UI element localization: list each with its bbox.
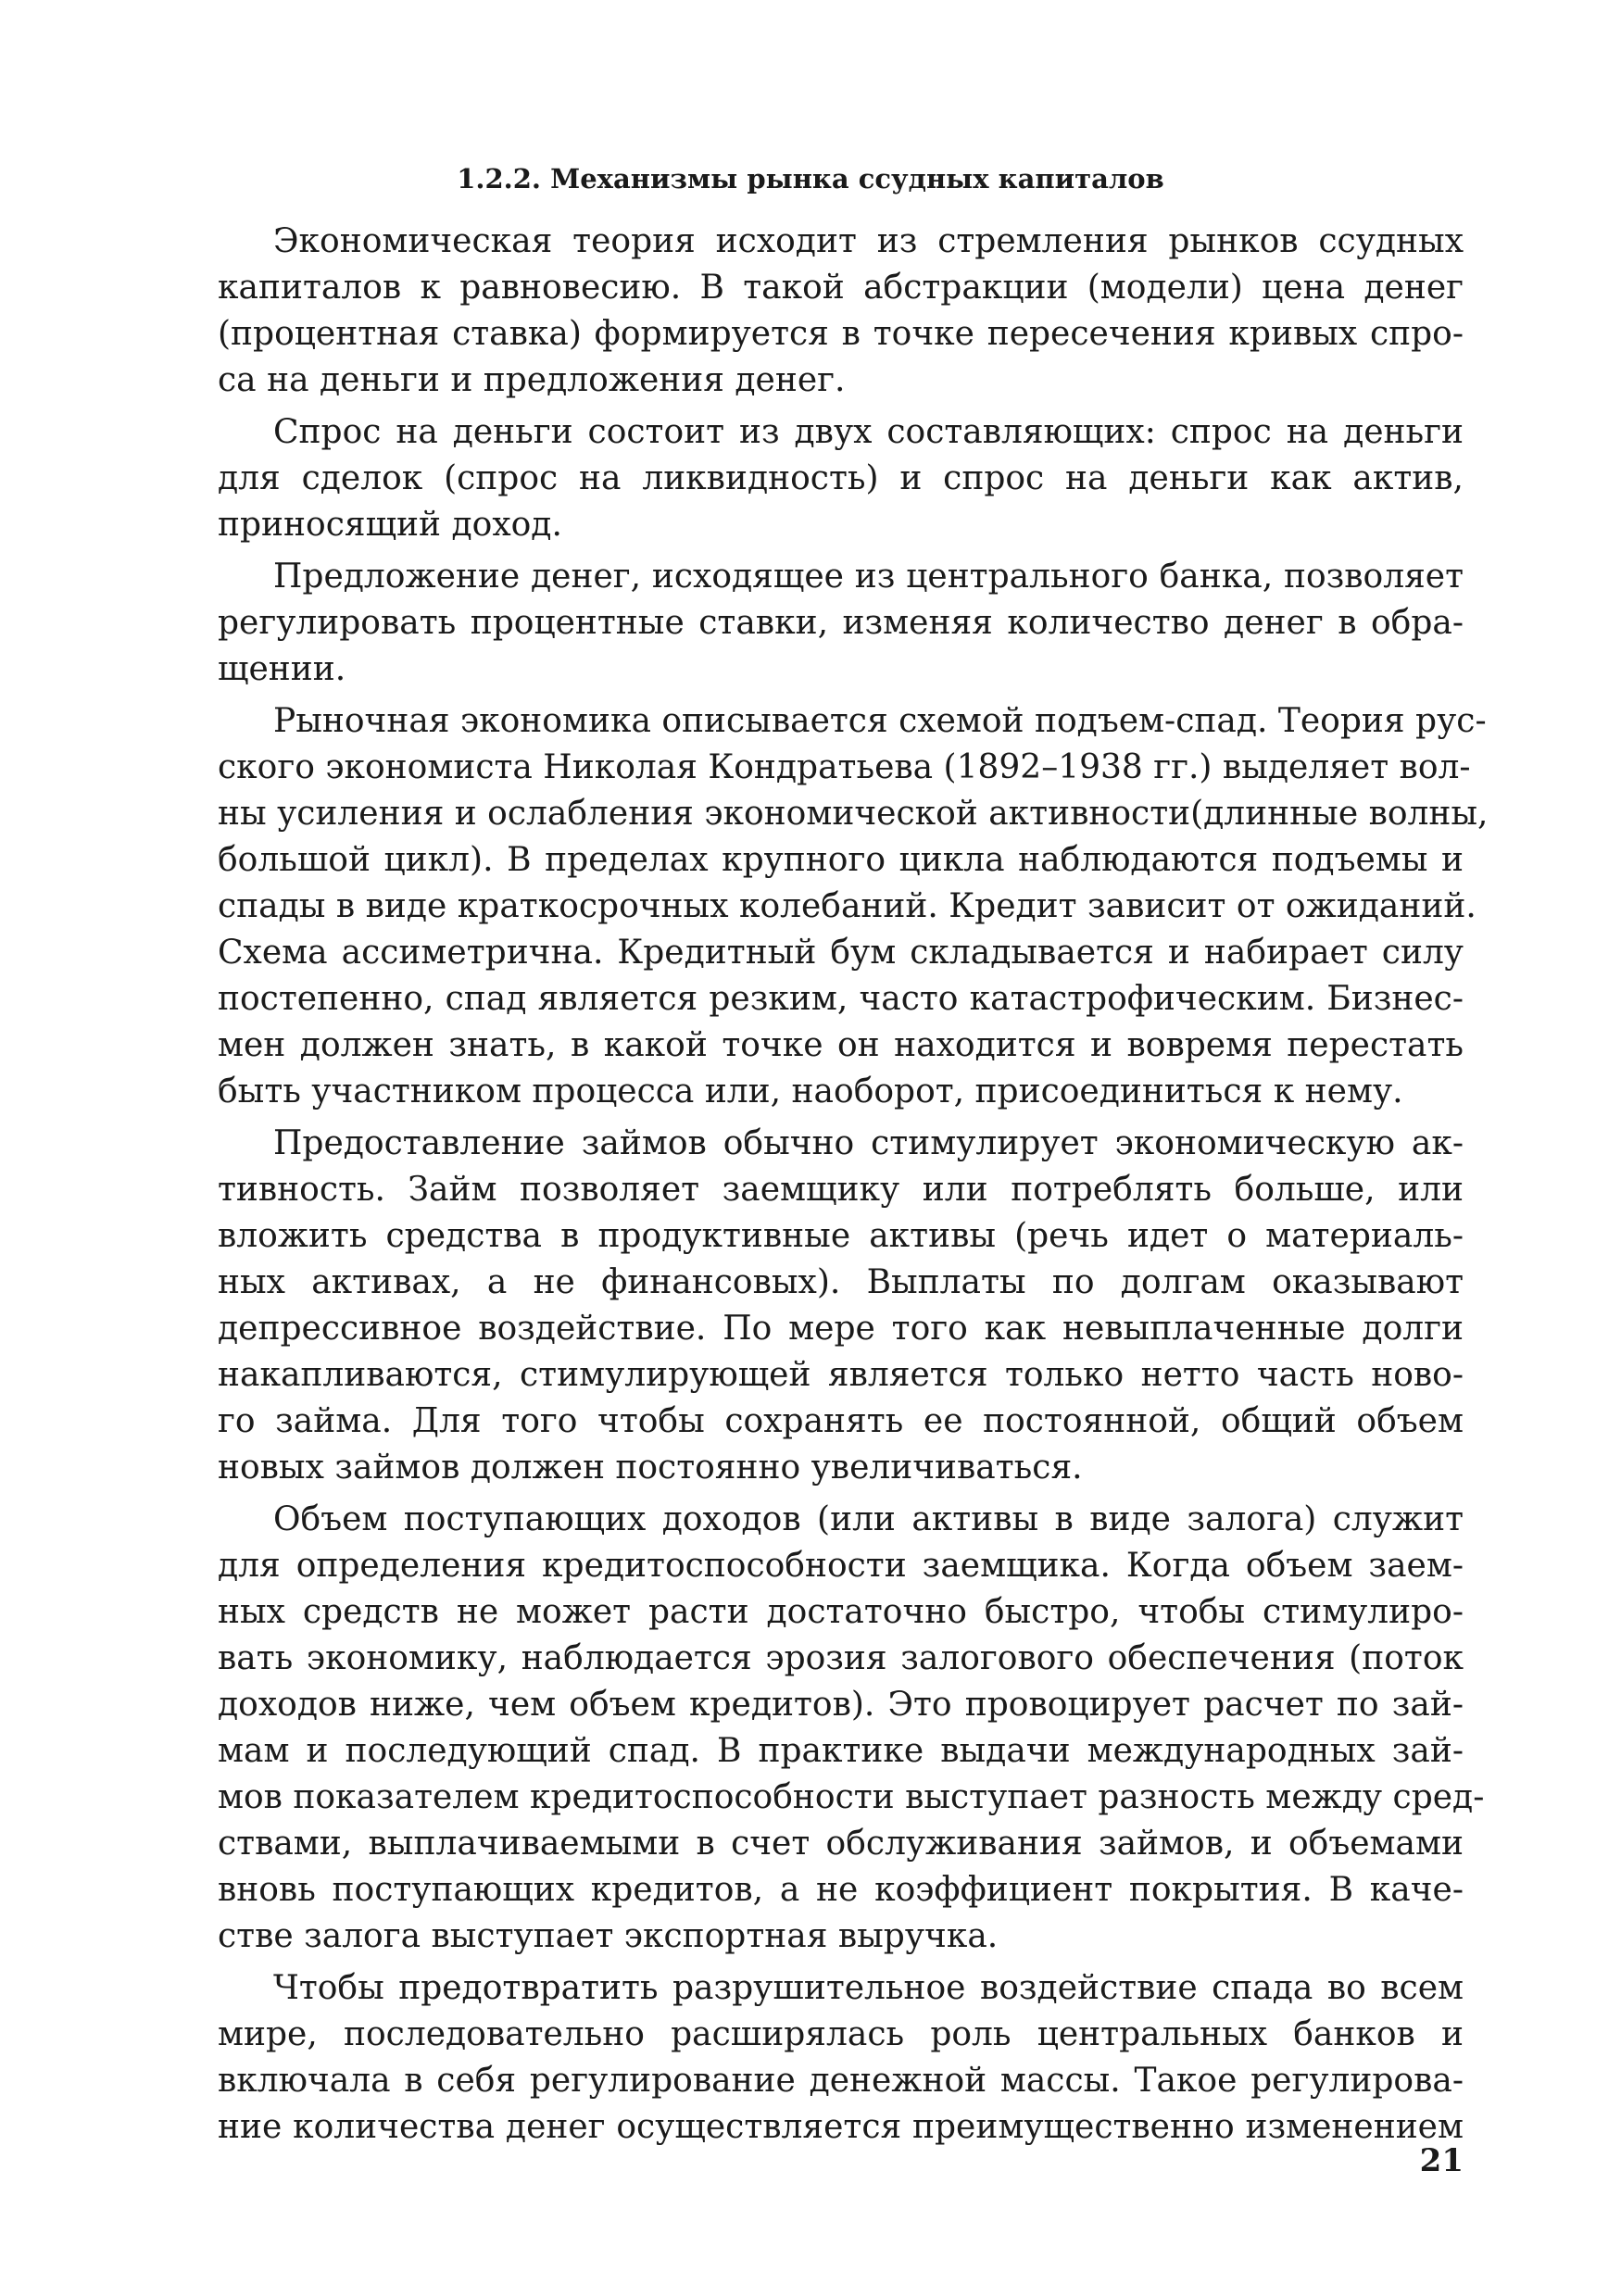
- paragraph-4-line-3: ны усиления и ослабления экономической активности(длинные волны,: [218, 795, 1489, 833]
- paragraph-5-line-7: го займа. Для того чтобы сохранять ее постоянной, общий объем: [218, 1402, 1464, 1440]
- paragraph-2-line-3: приносящий доход.: [218, 506, 562, 544]
- paragraph-4-line-4: большой цикл). В пределах крупного цикла наблюдаются подъемы и: [218, 841, 1464, 879]
- paragraph-7-line-4: ние количества денег осуществляется преимущественно изменением: [218, 2108, 1464, 2146]
- section-heading: 1.2.2. Механизмы рынка ссудных капиталов: [457, 163, 1164, 194]
- paragraph-5-line-8: новых займов должен постоянно увеличиваться.: [218, 1449, 1083, 1487]
- paragraph-4-line-2: ского экономиста Николая Кондратьева (1892–1938 гг.) выделяет вол-: [218, 748, 1471, 786]
- paragraph-3-line-3: щении.: [218, 650, 346, 688]
- paragraph-7-line-2: мире, последовательно расширялась роль центральных банков и: [218, 2015, 1464, 2053]
- paragraph-5-line-6: накапливаются, стимулирующей является только нетто часть ново-: [218, 1356, 1464, 1394]
- paragraph-4-line-6: Схема ассиметрична. Кредитный бум складывается и набирает силу: [218, 934, 1464, 972]
- paragraph-4-line-5: спады в виде краткосрочных колебаний. Кредит зависит от ожиданий.: [218, 887, 1476, 925]
- paragraph-6-line-4: вать экономику, наблюдается эрозия залогового обеспечения (поток: [218, 1639, 1464, 1677]
- page-number: 21: [1419, 2142, 1464, 2179]
- paragraph-6-line-2: для определения кредитоспособности заемщика. Когда объем заем-: [218, 1547, 1464, 1585]
- paragraph-5-line-5: депрессивное воздействие. По мере того как невыплаченные долги: [218, 1310, 1464, 1348]
- paragraph-1-line-3: (процентная ставка) формируется в точке пересечения кривых спро-: [218, 315, 1464, 353]
- paragraph-4-line-7: постепенно, спад является резким, часто катастрофическим. Бизнес-: [218, 980, 1464, 1018]
- paragraph-6-line-8: ствами, выплачиваемыми в счет обслуживания займов, и объемами: [218, 1825, 1464, 1863]
- paragraph-3-line-1: Предложение денег, исходящее из центрального банка, позволяет: [273, 558, 1464, 596]
- paragraph-6-line-1: Объем поступающих доходов (или активы в виде залога) служит: [273, 1500, 1464, 1538]
- paragraph-6-line-7: мов показателем кредитоспособности выступает разность между сред-: [218, 1778, 1485, 1816]
- paragraph-3-line-2: регулировать процентные ставки, изменяя количество денег в обра-: [218, 604, 1464, 642]
- paragraph-5-line-1: Предоставление займов обычно стимулирует экономическую ак-: [273, 1124, 1464, 1162]
- paragraph-2-line-1: Спрос на деньги состоит из двух составляющих: спрос на деньги: [273, 413, 1464, 451]
- paragraph-6-line-3: ных средств не может расти достаточно быстро, чтобы стимулиро-: [218, 1593, 1464, 1631]
- paragraph-4-line-9: быть участником процесса или, наоборот, присоединиться к нему.: [218, 1073, 1403, 1110]
- paragraph-6-line-5: доходов ниже, чем объем кредитов). Это провоцирует расчет по зай-: [218, 1686, 1464, 1724]
- paragraph-7-line-1: Чтобы предотвратить разрушительное воздействие спада во всем: [273, 1969, 1464, 2007]
- paragraph-4-line-1: Рыночная экономика описывается схемой подъем-спад. Теория рус-: [273, 702, 1487, 740]
- paragraph-6-line-9: вновь поступающих кредитов, а не коэффициент покрытия. В каче-: [218, 1871, 1464, 1909]
- paragraph-4-line-8: мен должен знать, в какой точке он находится и вовремя перестать: [218, 1026, 1464, 1064]
- paragraph-7-line-3: включала в себя регулирование денежной массы. Такое регулирова-: [218, 2062, 1464, 2100]
- paragraph-1-line-4: са на деньги и предложения денег.: [218, 361, 846, 399]
- paragraph-1-line-1: Экономическая теория исходит из стремления рынков ссудных: [273, 222, 1464, 260]
- paragraph-6-line-6: мам и последующий спад. В практике выдачи международных зай-: [218, 1732, 1464, 1770]
- paragraph-5-line-3: вложить средства в продуктивные активы (речь идет о материаль-: [218, 1217, 1464, 1255]
- paragraph-6-line-10: стве залога выступает экспортная выручка.: [218, 1917, 999, 1955]
- paragraph-1-line-2: капиталов к равновесию. В такой абстракции (модели) цена денег: [218, 269, 1464, 307]
- paragraph-2-line-2: для сделок (спрос на ликвидность) и спрос на деньги как актив,: [218, 459, 1464, 497]
- paragraph-5-line-2: тивность. Займ позволяет заемщику или потреблять больше, или: [218, 1171, 1464, 1209]
- paragraph-5-line-4: ных активах, а не финансовых). Выплаты по долгам оказывают: [218, 1263, 1464, 1301]
